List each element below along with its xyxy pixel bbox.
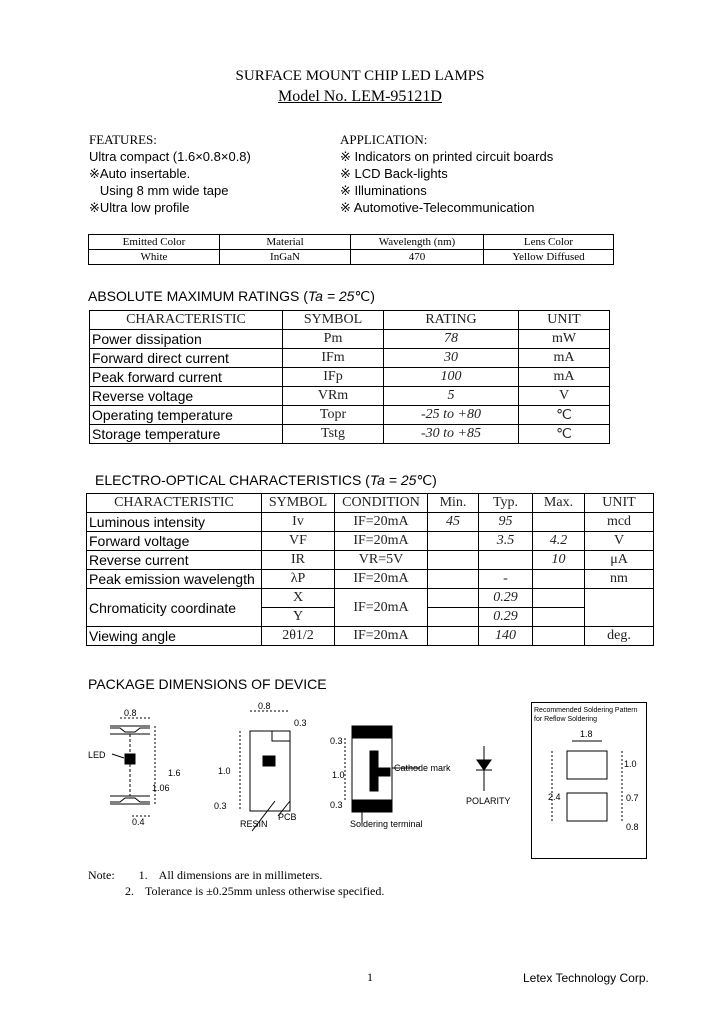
abs-max-symbol: VRm [283, 387, 384, 406]
abs-max-header-cell: CHARACTERISTIC [90, 311, 283, 330]
eo-char: Luminous intensity [87, 513, 262, 532]
eo-header-cell: CONDITION [335, 494, 428, 513]
eo-unit: nm [585, 570, 654, 589]
resin-label: RESIN [240, 819, 268, 829]
eo-typ [479, 551, 533, 570]
abs-max-title-text: ABSOLUTE MAXIMUM RATINGS ( [88, 288, 308, 304]
application-item: ※ LCD Back-lights [340, 166, 448, 181]
eo-title-text: ELECTRO-OPTICAL CHARACTERISTICS ( [95, 472, 370, 488]
abs-max-unit: mW [519, 330, 610, 349]
abs-max-row [90, 330, 610, 349]
abs-max-symbol: Topr [283, 406, 384, 425]
eo-max [533, 608, 585, 627]
eo-max [533, 513, 585, 532]
eo-min [428, 589, 479, 608]
eo-symbol: VF [262, 532, 335, 551]
abs-max-symbol: IFp [283, 368, 384, 387]
eo-condition: IF=20mA [335, 532, 428, 551]
abs-max-rating: -25 to +80 [384, 406, 519, 425]
application-item: ※ Illuminations [340, 183, 427, 198]
eo-header-row [87, 494, 654, 513]
spec-cell: White [89, 250, 220, 265]
feature-item: Ultra compact (1.6×0.8×0.8) [89, 149, 251, 164]
eo-typ: 0.29 [479, 608, 533, 627]
spec-cell: InGaN [220, 250, 351, 265]
eo-row [87, 570, 654, 589]
abs-max-row [90, 425, 610, 444]
spec-header-cell: Material [220, 235, 351, 250]
abs-max-row [90, 349, 610, 368]
dim-03c-label: 0.3 [330, 736, 343, 746]
company-name: Letex Technology Corp. [523, 971, 649, 985]
abs-max-row [90, 406, 610, 425]
spec-cell: 470 [351, 250, 484, 265]
abs-max-char: Peak forward current [90, 368, 283, 387]
soldering-pattern-box [531, 702, 647, 859]
soldering-pattern-drawing [532, 703, 646, 858]
abs-max-title-end: ℃) [354, 288, 375, 304]
spec-table-header [89, 235, 614, 250]
dim-03b-label: 0.3 [214, 801, 227, 811]
eo-symbol: IR [262, 551, 335, 570]
eo-max: 10 [533, 551, 585, 570]
eo-char: Chromaticity coordinate [87, 589, 262, 627]
led-label: LED [88, 750, 106, 760]
soldering-terminal-label: Soldering terminal [350, 819, 423, 829]
eo-header-cell: CHARACTERISTIC [87, 494, 262, 513]
eo-typ: 140 [479, 627, 533, 646]
eo-condition: IF=20mA [335, 570, 428, 589]
notes [88, 867, 322, 883]
eo-title [95, 472, 437, 489]
eo-title-end: ℃) [416, 472, 437, 488]
abs-max-char: Storage temperature [90, 425, 283, 444]
pattern-dim-10: 1.0 [624, 759, 637, 769]
package-title: PACKAGE DIMENSIONS OF DEVICE [88, 676, 327, 692]
dim-106-label: 1.06 [152, 783, 170, 793]
application-heading: APPLICATION: [340, 132, 428, 147]
eo-typ: 95 [479, 513, 533, 532]
abs-max-rating: 78 [384, 330, 519, 349]
eo-condition: VR=5V [335, 551, 428, 570]
eo-row [87, 627, 654, 646]
notes-line-2 [88, 883, 384, 899]
eo-header-cell: SYMBOL [262, 494, 335, 513]
eo-min [428, 532, 479, 551]
soldering-pattern-title-1: Recommended Soldering Pattern [534, 707, 638, 714]
eo-unit: deg. [585, 627, 654, 646]
pattern-dim-07: 0.7 [626, 793, 639, 803]
eo-max [533, 570, 585, 589]
application-list [340, 148, 553, 216]
eo-unit [585, 589, 654, 627]
dim-16-label: 1.6 [168, 768, 181, 778]
feature-item: ※Ultra low profile [89, 200, 190, 215]
application-item: ※ Automotive-Telecommunication [340, 200, 535, 215]
eo-symbol: λP [262, 570, 335, 589]
note-num: 2. [125, 884, 134, 898]
abs-max-unit: mA [519, 368, 610, 387]
pattern-dim-18: 1.8 [580, 729, 593, 739]
dim-03d-label: 0.3 [330, 800, 343, 810]
abs-max-char: Forward direct current [90, 349, 283, 368]
model-number-text: Model No. LEM-95121D [278, 88, 442, 105]
feature-item: Using 8 mm wide tape [89, 183, 229, 198]
abs-max-char: Reverse voltage [90, 387, 283, 406]
dim-04-label: 0.4 [132, 817, 145, 827]
abs-max-rating: 5 [384, 387, 519, 406]
bottom-view-drawing [345, 726, 420, 824]
page-number: 1 [367, 970, 373, 984]
eo-header-cell: Typ. [479, 494, 533, 513]
application-item: ※ Indicators on printed circuit boards [340, 149, 554, 164]
eo-min [428, 551, 479, 570]
pattern-dim-24: 2.4 [548, 792, 561, 802]
eo-unit: μA [585, 551, 654, 570]
eo-char: Forward voltage [87, 532, 262, 551]
abs-max-char: Operating temperature [90, 406, 283, 425]
pcb-label: PCB [278, 812, 297, 822]
document-title: SURFACE MOUNT CHIP LED LAMPS [235, 68, 485, 84]
feature-item: ※Auto insertable. [89, 166, 191, 181]
abs-max-title-ta: Ta = 25 [307, 288, 355, 304]
eo-header-cell: Max. [533, 494, 585, 513]
spec-cell: Yellow Diffused [484, 250, 614, 265]
abs-max-row [90, 387, 610, 406]
abs-max-row [90, 368, 610, 387]
eo-header-cell: Min. [428, 494, 479, 513]
abs-max-rating: 30 [384, 349, 519, 368]
abs-max-unit: ℃ [519, 425, 610, 444]
abs-max-header-cell: UNIT [519, 311, 610, 330]
eo-min [428, 627, 479, 646]
abs-max-rating: 100 [384, 368, 519, 387]
notes-label: Note: [88, 868, 115, 882]
soldering-pattern-title-2: for Reflow Soldering [534, 716, 598, 723]
note-num: 1. [138, 868, 148, 882]
eo-condition: IF=20mA [335, 627, 428, 646]
abs-max-symbol: IFm [283, 349, 384, 368]
abs-max-char: Power dissipation [90, 330, 283, 349]
eo-min [428, 570, 479, 589]
eo-table [86, 493, 654, 646]
dim-03a-label: 0.3 [294, 718, 307, 728]
eo-row [87, 532, 654, 551]
spec-table-row [89, 250, 614, 265]
eo-condition: IF=20mA [335, 589, 428, 627]
eo-max: 4.2 [533, 532, 585, 551]
abs-max-header-row [90, 311, 610, 330]
eo-typ: - [479, 570, 533, 589]
eo-row-chroma-x [87, 589, 654, 608]
eo-symbol: Y [262, 608, 335, 627]
eo-unit: V [585, 532, 654, 551]
eo-row [87, 513, 654, 532]
spec-header-cell: Emitted Color [89, 235, 220, 250]
pattern-dim-08: 0.8 [626, 822, 639, 832]
note-text: All dimensions are in millimeters. [158, 868, 323, 882]
eo-char: Reverse current [87, 551, 262, 570]
eo-min [428, 608, 479, 627]
note-text: Tolerance is ±0.25mm unless otherwise specified. [145, 884, 385, 898]
model-number [0, 88, 720, 106]
eo-condition: IF=20mA [335, 513, 428, 532]
eo-symbol: Iv [262, 513, 335, 532]
eo-char: Peak emission wavelength [87, 570, 262, 589]
spec-header-cell: Wavelength (nm) [351, 235, 484, 250]
dim-08-label: 0.8 [124, 708, 137, 718]
eo-header-cell: UNIT [585, 494, 654, 513]
polarity-label: POLARITY [466, 796, 511, 806]
eo-row [87, 551, 654, 570]
spec-table [88, 234, 614, 265]
eo-char: Viewing angle [87, 627, 262, 646]
abs-max-header-cell: SYMBOL [283, 311, 384, 330]
eo-typ: 3.5 [479, 532, 533, 551]
dim-10b-label: 1.0 [332, 770, 345, 780]
abs-max-unit: ℃ [519, 406, 610, 425]
cathode-mark-label: Cathode mark [394, 763, 451, 773]
eo-symbol: 2θ1/2 [262, 627, 335, 646]
eo-max [533, 627, 585, 646]
eo-title-ta: Ta = 25 [369, 472, 417, 488]
abs-max-table [89, 310, 610, 444]
abs-max-unit: mA [519, 349, 610, 368]
abs-max-symbol: Pm [283, 330, 384, 349]
eo-typ: 0.29 [479, 589, 533, 608]
eo-max [533, 589, 585, 608]
eo-symbol: X [262, 589, 335, 608]
eo-min: 45 [428, 513, 479, 532]
abs-max-rating: -30 to +85 [384, 425, 519, 444]
spec-header-cell: Lens Color [484, 235, 614, 250]
polarity-diode-icon [476, 746, 492, 791]
dim-08b-label: 0.8 [258, 701, 271, 711]
eo-unit: mcd [585, 513, 654, 532]
abs-max-unit: V [519, 387, 610, 406]
side-view-drawing [110, 718, 155, 816]
abs-max-symbol: Tstg [283, 425, 384, 444]
features-list [89, 148, 251, 216]
dim-10a-label: 1.0 [218, 766, 231, 776]
features-heading: FEATURES: [89, 132, 157, 147]
package-drawing [80, 696, 530, 841]
abs-max-header-cell: RATING [384, 311, 519, 330]
abs-max-title [88, 288, 375, 305]
